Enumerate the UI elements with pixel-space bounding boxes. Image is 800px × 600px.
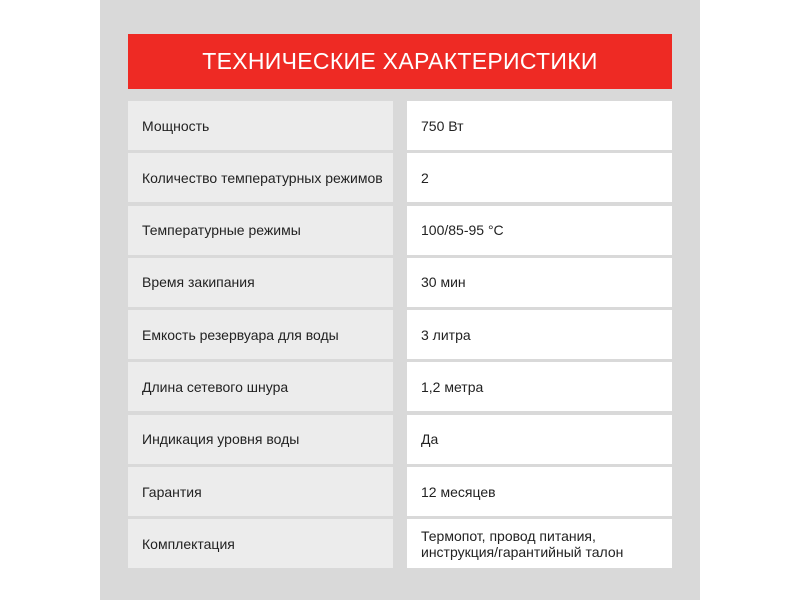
- spec-row-boil-time: [128, 258, 672, 307]
- spec-label: Количество температурных режимов: [128, 153, 393, 202]
- spec-value: 2: [407, 153, 672, 202]
- spec-value: 750 Вт: [407, 101, 672, 150]
- spec-value: 3 литра: [407, 310, 672, 359]
- spec-value: 100/85-95 °С: [407, 206, 672, 255]
- spec-label: Гарантия: [128, 467, 393, 516]
- spec-table: [128, 101, 672, 572]
- spec-value: Термопот, провод питания, инструкция/гарантийный талон: [407, 519, 672, 568]
- spec-label: Емкость резервуара для воды: [128, 310, 393, 359]
- page-title: ТЕХНИЧЕСКИЕ ХАРАКТЕРИСТИКИ: [202, 48, 598, 74]
- spec-value: 1,2 метра: [407, 362, 672, 411]
- spec-row-capacity: [128, 310, 672, 359]
- spec-row-cord-length: [128, 362, 672, 411]
- spec-row-water-indicator: [128, 415, 672, 464]
- spec-label: Индикация уровня воды: [128, 415, 393, 464]
- spec-value: 12 месяцев: [407, 467, 672, 516]
- spec-row-package: [128, 519, 672, 568]
- spec-label: Мощность: [128, 101, 393, 150]
- spec-label: Комплектация: [128, 519, 393, 568]
- spec-panel: [100, 0, 700, 600]
- spec-row-power: [128, 101, 672, 150]
- spec-label: Время закипания: [128, 258, 393, 307]
- spec-label: Температурные режимы: [128, 206, 393, 255]
- spec-label: Длина сетевого шнура: [128, 362, 393, 411]
- spec-row-mode-count: [128, 153, 672, 202]
- spec-row-temperature-modes: [128, 206, 672, 255]
- spec-row-warranty: [128, 467, 672, 516]
- header-banner: [128, 34, 672, 89]
- spec-value: 30 мин: [407, 258, 672, 307]
- spec-value: Да: [407, 415, 672, 464]
